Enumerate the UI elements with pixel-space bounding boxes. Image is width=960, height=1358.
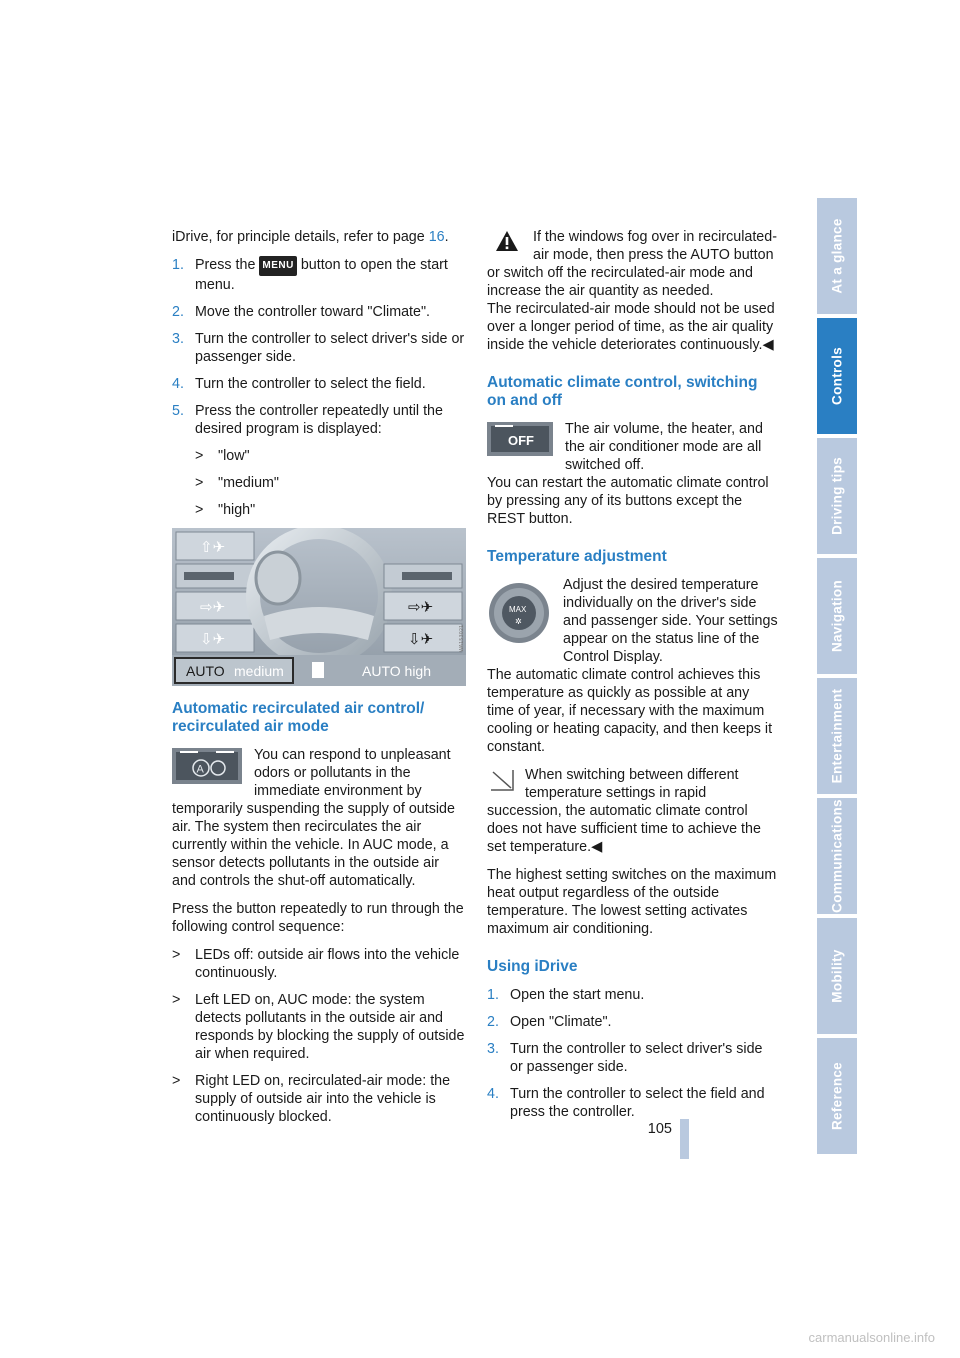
temp-paragraph-3: The highest setting switches on the maximum heat output regardless of the outside temperature. The lowest setting activates maximum air conditioning. <box>487 867 777 937</box>
warning-icon <box>495 230 519 252</box>
step-3: 3. Turn the controller to select driver's side or passenger side. <box>172 331 465 365</box>
control-display-image <box>172 528 466 686</box>
warning-paragraph-2: The recirculated-air mode should not be used over a longer period of time, as the air quality inside the vehicle deteriorates continuously.◀ <box>487 301 775 353</box>
image-code: WA153021 <box>459 624 465 652</box>
status-left-auto: AUTO <box>186 663 225 679</box>
list-item: > "high" <box>195 502 256 518</box>
right-column <box>487 228 779 1130</box>
knob-max-label: MAX <box>509 605 527 614</box>
auc-heading: Automatic recirculated air control/ recirculated air mode <box>172 700 425 735</box>
tab-at-a-glance[interactable]: At a glance <box>817 198 857 316</box>
step-4: 4. Turn the controller to select the field. <box>172 376 426 392</box>
chapter-sidebar <box>817 198 857 1160</box>
tab-reference[interactable]: Reference <box>817 1038 857 1156</box>
step-1: 1. Press the MENU button to open the start menu. <box>172 257 448 293</box>
note-paragraph: When switching between different temperature settings in rapid succession, the automatic climate control does not have sufficient time to achieve the set temperature.◀ <box>487 767 761 855</box>
idrive-step-3: 3. Turn the controller to select driver's side or passenger side. <box>487 1041 763 1075</box>
note-icon <box>489 768 515 792</box>
menu-button-icon: MENU <box>259 256 296 276</box>
warning-paragraph: If the windows fog over in recirculated-air mode, then press the AUTO button or switch off the recirculated-air mode and increase the air quantity as needed. <box>487 229 777 299</box>
tab-entertainment[interactable]: Entertainment <box>817 678 857 796</box>
tab-driving-tips[interactable]: Driving tips <box>817 438 857 556</box>
tab-navigation[interactable]: Navigation <box>817 558 857 676</box>
tab-controls[interactable]: Controls <box>817 318 857 436</box>
temp-heading: Temperature adjustment <box>487 548 667 565</box>
tab-mobility[interactable]: Mobility <box>817 918 857 1036</box>
svg-text:⇨✈: ⇨✈ <box>200 598 226 616</box>
list-item: > Right LED on, recirculated-air mode: the supply of outside air into the vehicle is continuously blocked. <box>172 1073 451 1125</box>
status-right: AUTO high <box>362 663 431 679</box>
list-item: > LEDs off: outside air flows into the vehicle continuously. <box>172 947 460 981</box>
page-number-bar <box>680 1119 689 1159</box>
list-item: > "medium" <box>195 475 279 491</box>
svg-text:⇧✈: ⇧✈ <box>200 538 226 556</box>
auc-button-image <box>172 748 242 784</box>
tab-communications[interactable]: Communications <box>817 798 857 916</box>
temperature-knob-image <box>487 578 551 648</box>
auc-icon: A <box>196 763 204 776</box>
off-button-image <box>487 422 553 456</box>
temp-paragraph-1: MAX ✲ Adjust the desired temperature individually on the driver's side and passenger side. Your settings appear on the status line of the Control Display. <box>487 576 779 666</box>
idrive-heading: Using iDrive <box>487 958 578 975</box>
off-heading: Automatic climate control, switching on and off <box>487 374 758 409</box>
svg-text:⇨✈: ⇨✈ <box>408 598 434 616</box>
footer-watermark: carmanualsonline.info <box>808 1330 935 1345</box>
left-column <box>172 228 466 1135</box>
temp-paragraph-2: The automatic climate control achieves this temperature as quickly as possible at any time of year, if necessary with the maximum cooling or heating capacity, and then keeps it constant. <box>487 667 773 755</box>
program-list <box>195 447 466 519</box>
off-paragraph-2: You can restart the automatic climate control by pressing any of its buttons except the REST button. <box>487 475 769 527</box>
page-link[interactable]: 16 <box>428 229 445 245</box>
svg-text:⇩✈: ⇩✈ <box>408 630 434 648</box>
intro-paragraph: iDrive, for principle details, refer to page 16. <box>172 229 449 245</box>
list-item: > "low" <box>195 448 250 464</box>
auc-paragraph-1: A You can respond to unpleasant odors or pollutants in the immediate environment by temporarily suspending the supply of outside air. The system then recirculates the air currently within the vehicle. In AUC mode, a sensor detects pollutants in the outside air and controls the shut-off automatically. <box>172 747 455 889</box>
svg-text:✲: ✲ <box>515 617 522 626</box>
status-left-value: medium <box>234 663 284 679</box>
auc-paragraph-2: Press the button repeatedly to run through the following control sequence: <box>172 901 464 935</box>
svg-text:⇩✈: ⇩✈ <box>200 630 226 648</box>
off-paragraph-1: OFF The air volume, the heater, and the air conditioner mode are all switched off. <box>487 420 779 474</box>
step-5: 5. Press the controller repeatedly until the desired program is displayed: <box>172 403 443 437</box>
step-2: 2. Move the controller toward "Climate". <box>172 304 431 320</box>
idrive-step-4: 4. Turn the controller to select the field and press the controller. <box>487 1086 765 1120</box>
list-item: > Left LED on, AUC mode: the system detects pollutants in the outside air and responds by blocking the supply of outside air when required. <box>172 992 465 1062</box>
idrive-step-1: 1. Open the start menu. <box>487 987 645 1003</box>
off-label: OFF <box>508 433 534 448</box>
idrive-step-2: 2. Open "Climate". <box>487 1014 612 1030</box>
page-number: 105 <box>647 1121 672 1137</box>
